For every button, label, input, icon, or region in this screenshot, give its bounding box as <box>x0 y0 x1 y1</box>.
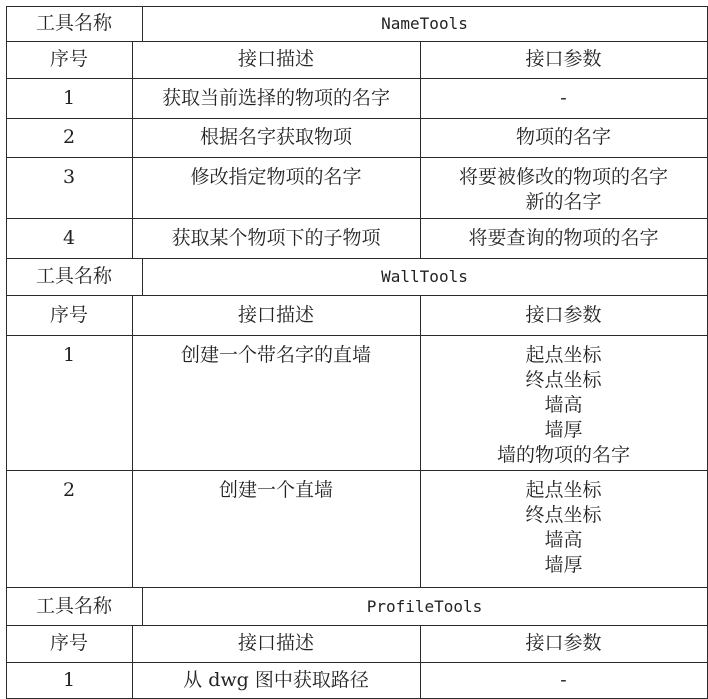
tool-name-value: ProfileTools <box>366 596 483 616</box>
column-header-params: 接口参数 <box>525 632 602 654</box>
param-line: - <box>560 669 567 691</box>
column-header-description: 接口描述 <box>237 632 314 654</box>
column-header-params: 接口参数 <box>525 48 602 70</box>
row-params <box>420 662 707 699</box>
tool-name-value: NameTools <box>381 14 468 33</box>
row-index: 2 <box>62 479 76 501</box>
param-line: 墙的物项的名字 <box>496 444 630 466</box>
param-line: 将要被修改的物项的名字 <box>458 166 668 188</box>
param-line: 起点坐标 <box>525 479 602 501</box>
row-params <box>420 470 707 587</box>
column-header-index: 序号 <box>49 48 88 70</box>
row-params <box>420 157 707 218</box>
tool-name-label: 工具名称 <box>35 594 112 617</box>
row-description: 获取当前选择的物项的名字 <box>161 86 390 109</box>
tool-name-value: WallTools <box>381 267 468 286</box>
row-index: 3 <box>62 166 76 188</box>
tool-name-label: 工具名称 <box>35 265 112 287</box>
row-description: 根据名字获取物项 <box>199 126 352 148</box>
row-index: 1 <box>62 86 76 109</box>
param-line: 新的名字 <box>525 191 602 213</box>
param-line: 终点坐标 <box>525 369 602 391</box>
row-index: 4 <box>62 226 76 249</box>
column-header-index: 序号 <box>49 303 88 326</box>
row-description: 创建一个直墙 <box>218 479 333 501</box>
column-header-params: 接口参数 <box>525 303 602 326</box>
param-line: 起点坐标 <box>525 344 602 366</box>
param-line: 墙高 <box>544 529 583 551</box>
row-index: 1 <box>62 344 76 366</box>
param-line: 物项的名字 <box>515 126 611 148</box>
row-params <box>420 78 707 118</box>
param-line: 墙高 <box>544 394 583 416</box>
row-description: 获取某个物项下的子物项 <box>171 226 381 249</box>
row-description: 从 dwg 图中获取路径 <box>183 669 369 691</box>
row-description: 修改指定物项的名字 <box>190 166 362 188</box>
column-header-description: 接口描述 <box>237 303 314 326</box>
param-line: - <box>560 86 567 109</box>
row-index: 1 <box>62 669 76 691</box>
param-line: 墙厚 <box>544 419 583 441</box>
tool-name-label: 工具名称 <box>35 12 112 34</box>
row-index: 2 <box>62 126 76 148</box>
column-header-description: 接口描述 <box>237 48 314 70</box>
param-line: 终点坐标 <box>525 504 602 526</box>
row-params <box>420 335 707 470</box>
column-header-index: 序号 <box>49 632 88 654</box>
row-description: 创建一个带名字的直墙 <box>180 344 371 366</box>
param-line: 墙厚 <box>544 554 583 576</box>
row-params <box>420 118 707 157</box>
param-line: 将要查询的物项的名字 <box>468 226 659 249</box>
row-params <box>420 218 707 258</box>
